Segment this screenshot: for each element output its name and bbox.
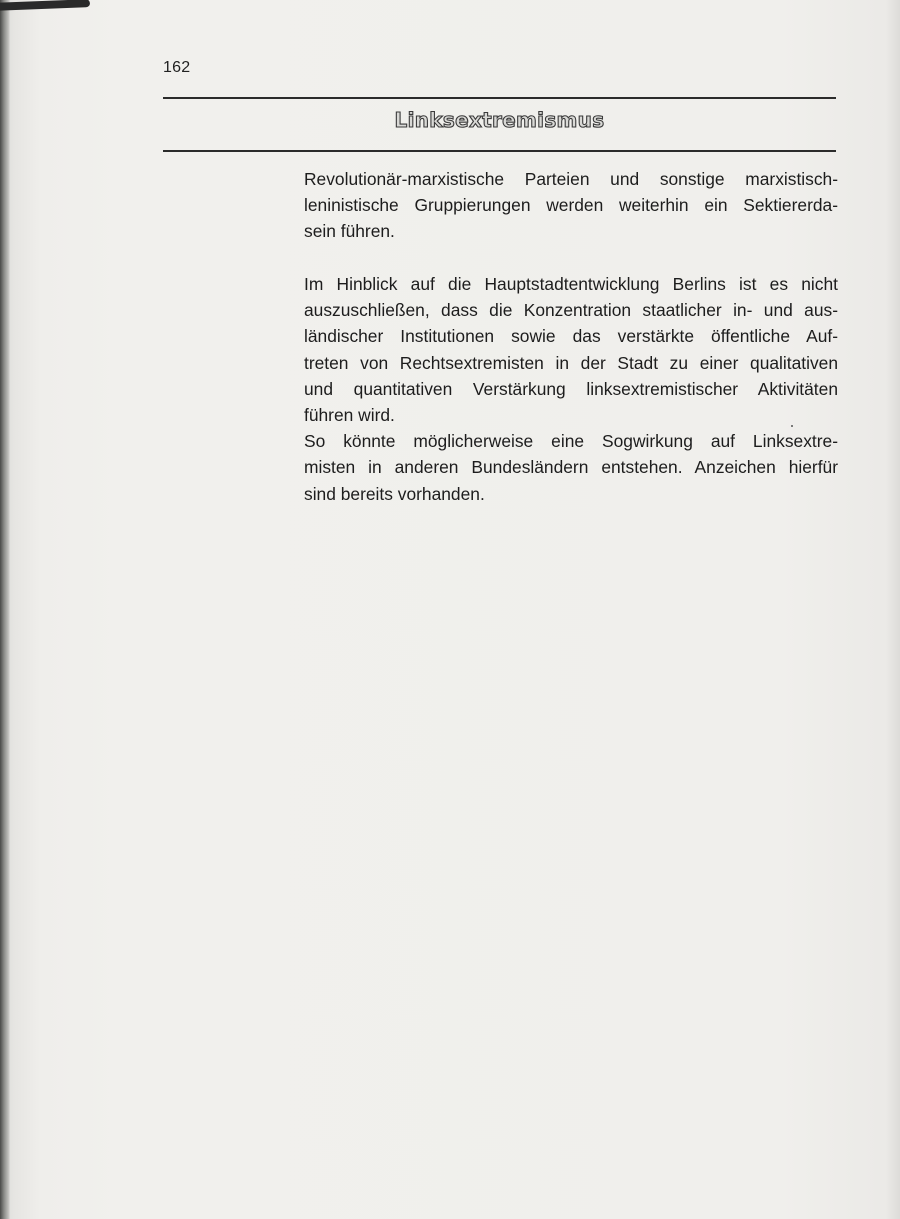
paragraph <box>304 166 838 245</box>
text-line: sein führen. <box>304 221 395 242</box>
text-line: ländischer Institutionen sowie das verstärkte öffentliche Auf- <box>304 326 838 347</box>
page-right-shade <box>886 0 900 1219</box>
text-line: und quantitativen Verstärkung linksextremistischer Aktivitäten <box>304 378 838 399</box>
section-title: Linksextremismus <box>394 108 605 132</box>
scan-corner-mark <box>0 0 90 14</box>
header-rule-bottom <box>163 150 836 152</box>
text-line: leninistische Gruppierungen werden weiterhin ein Sektiererda- <box>304 195 838 216</box>
text-line: auszuschließen, dass die Konzentration staatlicher in- und aus- <box>304 300 838 321</box>
text-line: misten in anderen Bundesländern entstehen. Anzeichen hierfür <box>304 457 838 478</box>
page-number: 162 <box>163 59 191 76</box>
paragraph-gap <box>304 245 838 272</box>
header-rule-top <box>163 97 836 99</box>
text-line: sind bereits vorhanden. <box>304 483 485 504</box>
scan-speck <box>791 425 793 427</box>
text-line: So könnte möglicherweise eine Sogwirkung auf Linksextre- <box>304 431 838 452</box>
page-binding-edge <box>0 0 10 1219</box>
text-line: Im Hinblick auf die Hauptstadtentwicklung Berlins ist es nicht <box>304 274 838 295</box>
body-text <box>304 166 838 507</box>
paragraph <box>304 271 838 428</box>
paragraph <box>304 428 838 507</box>
text-line: treten von Rechtsextremisten in der Stadt zu einer qualitativen <box>304 352 838 373</box>
text-line: führen wird. <box>304 405 395 425</box>
text-line: Revolutionär-marxistische Parteien und sonstige marxistisch- <box>304 169 838 189</box>
